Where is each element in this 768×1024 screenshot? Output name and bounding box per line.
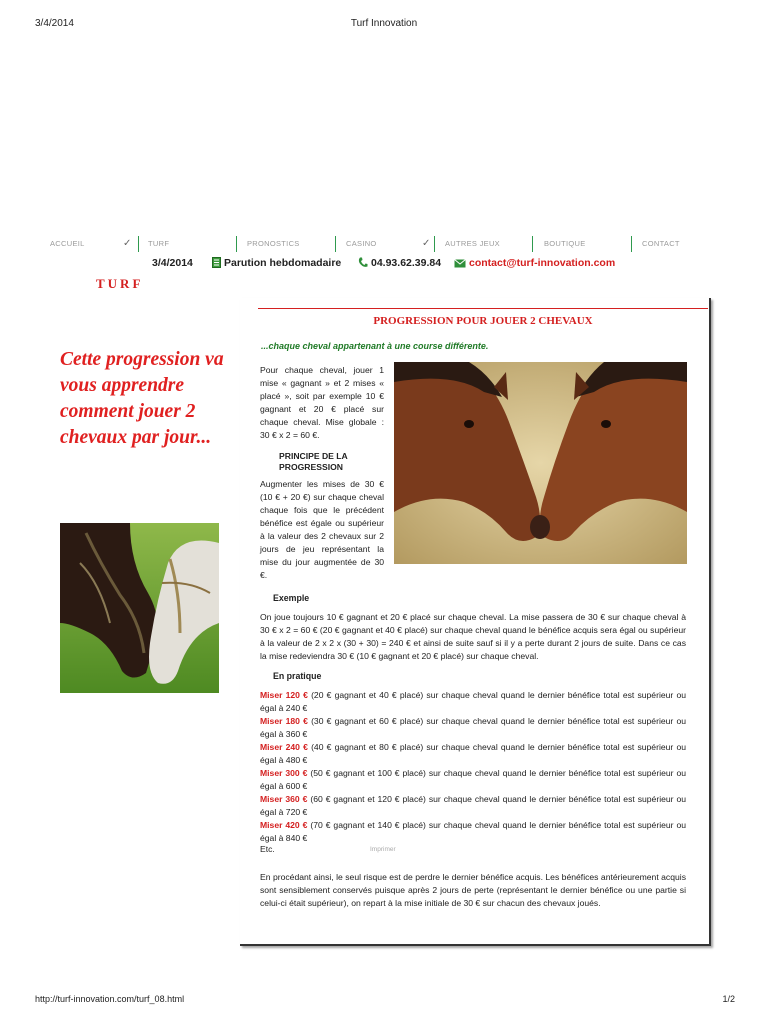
print-page-number: 1/2	[722, 994, 735, 1004]
horses-halter-photo	[60, 523, 219, 693]
mise-amount: Miser 360 €	[260, 794, 308, 804]
nav-separator	[335, 236, 336, 252]
mise-detail: (20 € gagnant et 40 € placé) sur chaque cheval quand le dernier bénéfice total est supérieur ou égal à 240 €	[260, 690, 687, 713]
etc-text: Etc.	[260, 844, 275, 854]
list-item	[260, 793, 686, 819]
list-item	[260, 715, 686, 741]
print-title: Turf Innovation	[350, 18, 418, 29]
list-item	[260, 741, 686, 767]
print-link[interactable]: Imprimer	[370, 846, 396, 853]
pratique-heading: En pratique	[273, 671, 322, 681]
intro-paragraph: Pour chaque cheval, jouer 1 mise « gagnant » et 2 mises « placé », soit par exemple 10 € gagnant et 20 € placé sur chaque cheval. Mise globale : 30 € x 2 = 60 €.	[260, 365, 384, 440]
mise-detail: (60 € gagnant et 120 € placé) sur chaque cheval quand le dernier bénéfice total est supérieur ou égal à 720 €	[260, 794, 687, 817]
phone-icon	[358, 257, 368, 268]
mise-amount: Miser 120 €	[260, 690, 308, 700]
principe-paragraph: Augmenter les mises de 30 € (10 € + 20 €) sur chaque cheval chaque fois que le précédent bénéfice est égale ou supérieur à la valeur des 2 chevaux sur 2 jours de jeu représentant la mise du jour augmentée de 30 €.	[260, 479, 384, 580]
contact-email-link[interactable]: contact@turf-innovation.com	[469, 257, 616, 269]
chevron-down-icon[interactable]: ✓	[123, 238, 132, 249]
mise-amount: Miser 180 €	[260, 716, 308, 726]
phone-info	[358, 257, 441, 269]
current-date: 3/4/2014	[152, 257, 193, 269]
nav-item-autres-jeux[interactable]: AUTRES JEUX	[445, 239, 500, 248]
parution-info	[212, 257, 341, 269]
list-item	[260, 767, 686, 793]
document-icon	[212, 257, 221, 268]
phone-number[interactable]: 04.93.62.39.84	[371, 257, 442, 269]
print-date: 3/4/2014	[35, 18, 74, 29]
nav-separator	[532, 236, 533, 252]
nav-separator	[236, 236, 237, 252]
article-subtitle: ...chaque cheval appartenant à une course différente.	[261, 341, 489, 351]
mise-amount: Miser 420 €	[260, 820, 308, 830]
parution-label: Parution hebdomadaire	[224, 257, 342, 269]
mise-detail: (30 € gagnant et 60 € placé) sur chaque cheval quand le dernier bénéfice total est supérieur ou égal à 360 €	[260, 716, 687, 739]
nav-item-pronostics[interactable]: PRONOSTICS	[247, 239, 300, 248]
email-icon	[454, 259, 466, 268]
main-nav	[38, 236, 738, 254]
mise-detail: (70 € gagnant et 140 € placé) sur chaque cheval quand le dernier bénéfice total est supérieur ou égal à 840 €	[260, 820, 687, 843]
exemple-heading: Exemple	[273, 593, 310, 603]
mise-amount: Miser 240 €	[260, 742, 308, 752]
principe-heading: PRINCIPE DE LA PROGRESSION	[279, 451, 348, 472]
nav-item-turf[interactable]: TURF	[148, 239, 170, 248]
print-url: http://turf-innovation.com/turf_08.html	[35, 994, 185, 1004]
two-horses-photo	[394, 362, 687, 564]
nav-item-boutique[interactable]: BOUTIQUE	[544, 239, 586, 248]
mise-amount: Miser 300 €	[260, 768, 308, 778]
list-item	[260, 819, 686, 845]
title-rule	[258, 308, 708, 309]
tagline: Cette progression va vous apprendre comment jouer 2 chevaux par jour...	[60, 349, 224, 448]
nav-separator	[434, 236, 435, 252]
mise-detail: (50 € gagnant et 100 € placé) sur chaque cheval quand le dernier bénéfice total est supérieur ou égal à 600 €	[260, 768, 687, 791]
nav-separator	[631, 236, 632, 252]
email-info	[454, 257, 615, 269]
section-heading: TURF	[96, 276, 144, 291]
nav-item-casino[interactable]: CASINO	[346, 239, 377, 248]
nav-item-accueil[interactable]: ACCUEIL	[50, 239, 85, 248]
list-item	[260, 689, 686, 715]
conclusion-paragraph: En procédant ainsi, le seul risque est de perdre le dernier bénéfice acquis. Les bénéfices antérieurement acquis sont sensiblement conservés puisque après 2 jours de perte (représentant le dernier bénéfice ou une partie si celui-ci était supérieur), on repart à la mise initiale de 30 € sur chacun des chevaux joués.	[260, 872, 686, 908]
mise-detail: (40 € gagnant et 80 € placé) sur chaque cheval quand le dernier bénéfice total est supérieur ou égal à 480 €	[260, 742, 687, 765]
nav-separator	[138, 236, 139, 252]
exemple-paragraph: On joue toujours 10 € gagnant et 20 € placé sur chaque cheval. La mise passera de 30 € sur chaque cheval à 30 € x 2 = 60 € (20 € gagnant et 40 € placé) sur chaque cheval quand le bénéfice acquis sera égal ou supérieur à la valeur de 2 x 2 x (30 + 30) = 240 € et ainsi de suite sauf si il y a perte durant 2 jours de suite. Dans ce cas la mise redeviendra 30 € (10 € gagnant et 20 € placé) sur chaque cheval.	[260, 612, 686, 661]
pratique-list	[260, 689, 686, 845]
chevron-down-icon[interactable]: ✓	[422, 238, 431, 249]
article-title: PROGRESSION POUR JOUER 2 CHEVAUX	[373, 315, 593, 327]
nav-item-contact[interactable]: CONTACT	[642, 239, 680, 248]
